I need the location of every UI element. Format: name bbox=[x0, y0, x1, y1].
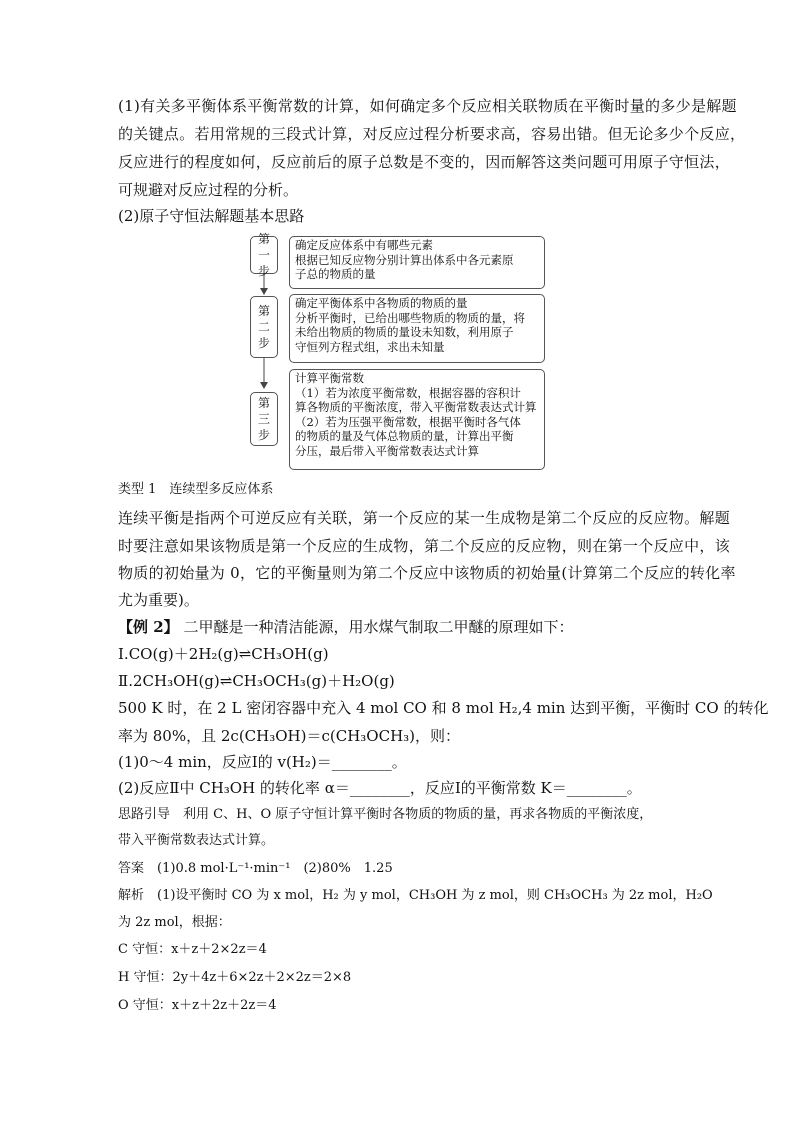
question-1: (1)0～4 min，反应Ⅰ的 v(H₂)＝________。 bbox=[118, 753, 407, 771]
analysis-text-1: (1)设平衡时 CO 为 x mol，H₂ 为 y mol，CH₃OH 为 z mol，则 CH₃OCH₃ 为 2z mol，H₂O bbox=[157, 888, 713, 903]
reaction-2: Ⅱ.2CH₃OH(g)⇌CH₃OCH₃(g)＋H₂O(g) bbox=[118, 672, 395, 690]
intro-line-3: 反应进行的程度如何，反应前后的原子总数是不变的，因而解答这类问题可用原子守恒法， bbox=[118, 153, 731, 171]
flow-step-2-box bbox=[289, 294, 545, 363]
example-intro: 二甲醚是一种清洁能源，用水煤气制取二甲醚的原理如下： bbox=[183, 618, 574, 636]
h-conservation: H 守恒：2y＋4z＋6×2z＋2×2z＝2×8 bbox=[118, 970, 352, 985]
flow-step-1-label: 第一步 bbox=[250, 236, 278, 274]
flow-step-3-line: 算各物质的平衡浓度，带入平衡常数表达式计算 bbox=[295, 400, 537, 414]
analysis-label: 解析 bbox=[118, 888, 145, 903]
flow-step-1-line: 根据已知反应物分别计算出体系中各元素原 bbox=[295, 252, 514, 267]
flow-step-2-label: 第二步 bbox=[250, 296, 278, 358]
intro-line-2: 的关键点。若用常规的三段式计算，对反应过程分析要求高，容易出错。但无论多少个反应， bbox=[118, 125, 746, 143]
flow-step-2-line: 未给出物质的物质的量设未知数，利用原子 bbox=[295, 325, 514, 339]
guide-label: 思路引导 bbox=[118, 807, 171, 822]
answer-line bbox=[118, 859, 393, 879]
flow-step-3-line: 计算平衡常数 bbox=[295, 371, 364, 385]
type1-line-1: 连续平衡是指两个可逆反应有关联，第一个反应的某一生成物是第二个反应的反应物。解题 bbox=[118, 509, 731, 527]
flow-step-3-box bbox=[289, 369, 545, 470]
flow-step-3-line: 的物质的量及气体总物质的量，计算出平衡 bbox=[295, 429, 514, 443]
c-conservation: C 守恒：x＋z＋2×2z＝4 bbox=[118, 942, 267, 957]
analysis-line-1 bbox=[118, 886, 713, 906]
question-2: (2)反应Ⅱ中 CH₃OH 的转化率 α＝________，反应Ⅰ的平衡常数 K＝________。 bbox=[118, 779, 642, 797]
flow-step-1-line: 确定反应体系中有哪些元素 bbox=[295, 238, 433, 252]
flow-step-1-line: 子总的物质的量 bbox=[295, 267, 376, 281]
intro-line-4: 可规避对反应过程的分析。 bbox=[118, 181, 299, 199]
flow-step-2-line: 守恒列方程式组，求出未知量 bbox=[295, 339, 445, 354]
guide-text-1: 利用 C、H、O 原子守恒计算平衡时各物质的物质的量，再求各物质的平衡浓度， bbox=[183, 807, 653, 822]
example-intro-line bbox=[118, 617, 573, 637]
flow-step-2-line: 分析平衡时，已给出哪些物质的物质的量，将 bbox=[295, 310, 525, 325]
type1-line-2: 时要注意如果该物质是第一个反应的生成物，第二个反应的反应物，则在第一个反应中，该 bbox=[118, 537, 731, 555]
type1-heading: 类型 1 连续型多反应体系 bbox=[118, 482, 274, 497]
answer-label: 答案 bbox=[118, 861, 145, 876]
guide-line-2: 带入平衡常数表达式计算。 bbox=[118, 833, 275, 848]
flow-step-3-label: 第三步 bbox=[250, 392, 278, 446]
flow-step-3-line: 分压，最后带入平衡常数表达式计算 bbox=[295, 443, 479, 458]
flow-step-3-line: （2）若为压强平衡常数，根据平衡时各气体 bbox=[295, 414, 521, 429]
analysis-line-2: 为 2z mol，根据： bbox=[118, 915, 231, 930]
flow-step-3-line: （1）若为浓度平衡常数，根据容器的容积计 bbox=[295, 385, 521, 400]
condition-line-1: 500 K 时，在 2 L 密闭容器中充入 4 mol CO 和 8 mol H₂,4 min 达到平衡，平衡时 CO 的转化 bbox=[118, 699, 769, 717]
condition-line-2: 率为 80%，且 2c(CH₃OH)＝c(CH₃OCH₃)，则： bbox=[118, 727, 461, 745]
type1-line-4: 尤为重要)。 bbox=[118, 591, 199, 609]
reaction-1: Ⅰ.CO(g)＋2H₂(g)⇌CH₃OH(g) bbox=[118, 645, 329, 663]
flow-step-1-box bbox=[289, 236, 545, 289]
example-tag: 【例 2】 bbox=[118, 618, 179, 636]
intro-subheading: (2)原子守恒法解题基本思路 bbox=[118, 207, 305, 225]
guide-line-1 bbox=[118, 805, 652, 825]
flow-step-2-line: 确定平衡体系中各物质的物质的量 bbox=[295, 296, 468, 310]
type1-line-3: 物质的初始量为 0，它的平衡量则为第二个反应中该物质的初始量(计算第二个反应的转化率 bbox=[118, 564, 736, 582]
intro-line-1: (1)有关多平衡体系平衡常数的计算，如何确定多个反应相关联物质在平衡时量的多少是解题 bbox=[118, 97, 737, 115]
o-conservation: O 守恒：x＋z＋2z＋2z＝4 bbox=[118, 998, 277, 1013]
answer-text: (1)0.8 mol·L⁻¹·min⁻¹ (2)80% 1.25 bbox=[157, 861, 393, 876]
